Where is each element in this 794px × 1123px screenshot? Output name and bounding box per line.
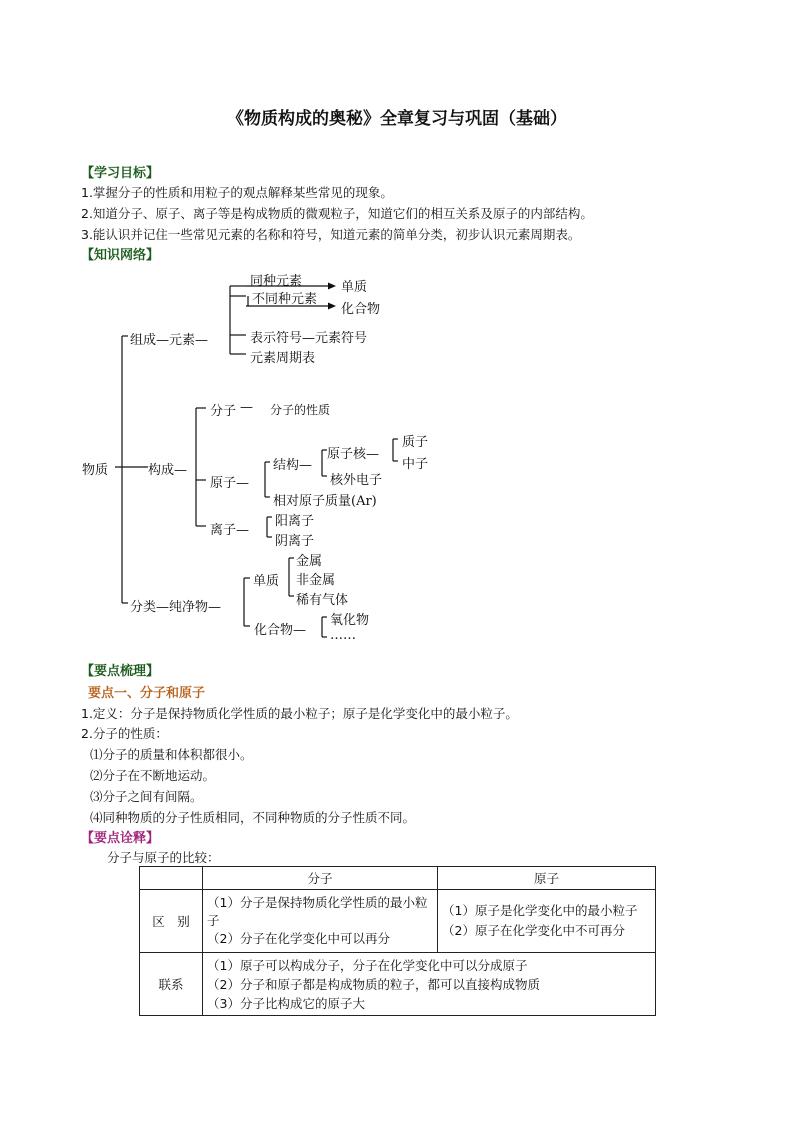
goal-item: 1.掌握分子的性质和用粒子的观点解释某些常见的现象。 [81,185,393,200]
tree-atom: 原子— [210,476,250,491]
table-row-diff-label: 区 别 [140,890,203,953]
tree-symbol: 表示符号—元素符号 [250,331,368,346]
table-cell-diff-atom [438,890,656,953]
tree-neutron: 中子 [402,457,429,472]
point-line: ⑵分子在不断地运动。 [90,768,216,783]
table-corner [140,867,203,890]
tree-structure: 结构— [273,458,313,473]
explain-intro: 分子与原子的比较： [107,850,220,865]
goal-item: 3.能认识并记住一些常见元素的名称和符号，知道元素的简单分类，初步认识元素周期表。 [81,227,581,242]
table-header-molecule: 分子 [203,867,438,890]
tree-molecule: 分子 [210,404,237,419]
tree-compound: 化合物 [341,302,381,317]
tree-molecule-prop: 分子的性质 [270,403,331,417]
tree-ellipsis: …… [330,628,356,643]
tree-compose: 组成—元素— [130,333,209,348]
cell-line: （1）分子是保持物质化学性质的最小粒子 [207,895,428,928]
cell-line: （2）分子在化学变化中可以再分 [207,931,390,946]
cell-line: （1）原子是化学变化中的最小粒子 [442,903,638,918]
point-line: ⑶分子之间有间隔。 [90,789,203,804]
point-line: 2.分子的性质： [81,726,168,741]
point1-heading: 要点一、分子和原子 [88,686,206,701]
tree-oxide: 氧化物 [330,613,370,628]
page-title: 《物质构成的奥秘》全章复习与巩固（基础） [227,109,567,129]
table-cell-diff-molecule [203,890,438,953]
tree-compound2: 化合物— [254,623,307,638]
table-header-atom: 原子 [438,867,656,890]
point-line: 1.定义：分子是保持物质化学性质的最小粒子；原子是化学变化中的最小粒子。 [81,706,518,721]
tree-noble: 稀有气体 [296,593,349,608]
tree-periodic: 元素周期表 [250,351,316,366]
tree-nonmetal: 非金属 [296,573,336,588]
tree-simple2: 单质 [253,574,280,589]
goals-heading: 【学习目标】 [81,166,160,181]
tree-dash: — [240,400,253,415]
point-line: ⑷同种物质的分子性质相同，不同种物质的分子性质不同。 [90,810,416,825]
table-cell-link [203,953,656,1016]
goal-item: 2.知道分子、原子、离子等是构成物质的微观粒子，知道它们的相互关系及原子的内部结构。 [81,206,593,221]
network-heading: 【知识网络】 [81,248,160,263]
tree-nucleus: 原子核— [327,447,380,462]
comparison-table [139,866,656,1016]
cell-line: （2）分子和原子都是构成物质的粒子，都可以直接构成物质 [207,976,540,992]
tree-same-element: 同种元素 [250,274,303,289]
tree-classify: 分类—纯净物— [130,600,222,615]
explain-heading: 【要点诠释】 [81,831,160,846]
tree-ion: 离子— [210,523,250,538]
tree-cation: 阳离子 [275,514,315,529]
point-line: ⑴分子的质量和体积都很小。 [90,747,253,762]
tree-metal: 金属 [296,554,323,569]
table-row-link-label: 联系 [140,953,203,1016]
tree-proton: 质子 [402,435,429,450]
cell-line: （1）原子可以构成分子，分子在化学变化中可以分成原子 [207,957,528,973]
tree-simple: 单质 [341,280,368,295]
tree-constitute: 构成— [148,463,188,478]
cell-line: （2）原子在化学变化中不可再分 [442,923,625,938]
cell-line: （3）分子比构成它的原子大 [207,995,365,1011]
tree-rel-mass: 相对原子质量(Ar) [273,494,377,509]
tree-diff-element: 不同种元素 [252,292,318,307]
tree-root: 物质 [82,463,109,478]
points-heading: 【要点梳理】 [81,664,160,679]
tree-anion: 阴离子 [275,534,315,549]
tree-electron: 核外电子 [330,473,383,488]
